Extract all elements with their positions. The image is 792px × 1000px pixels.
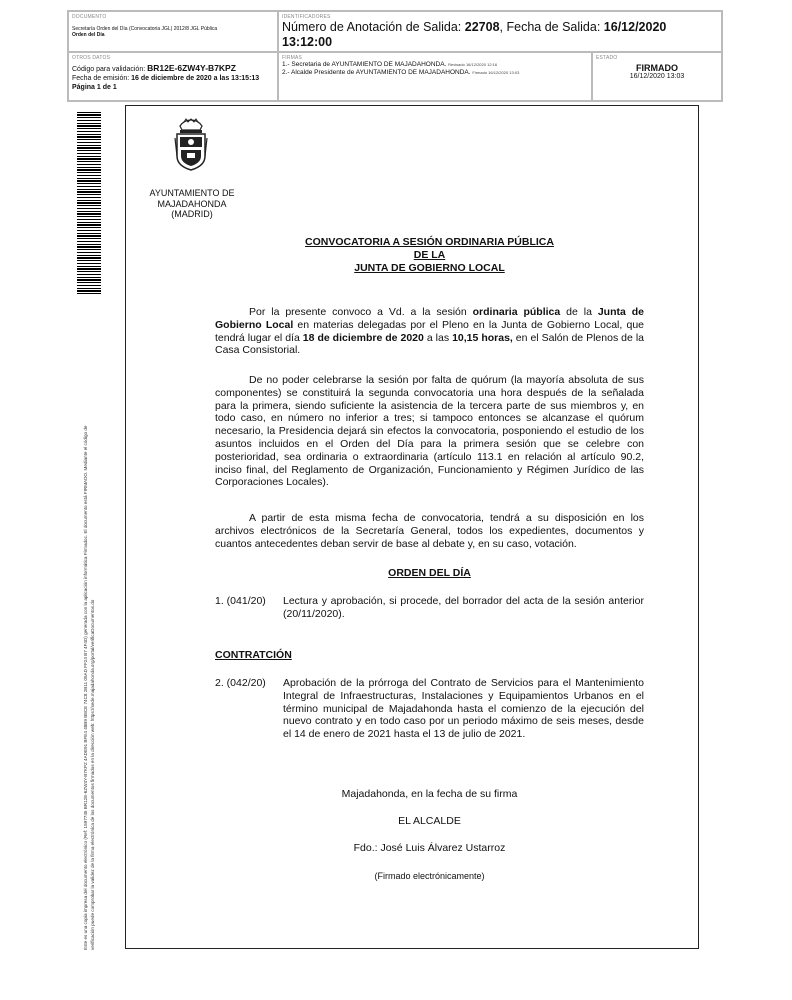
paragraph-convocation bbox=[215, 306, 644, 357]
paragraph-archivos bbox=[215, 512, 644, 550]
firma-1-text: 1.- Secretaria de AYUNTAMIENTO DE MAJADAHONDA. bbox=[282, 61, 447, 68]
identificadores-cell bbox=[278, 11, 722, 52]
closing-note: (Firmado electrónicamente) bbox=[374, 871, 485, 881]
documento-line1: Secretaría Orden del Día (Convocatoria JGL) 2012/8 JGL Pública bbox=[72, 26, 218, 32]
validation-code-prefix: Código para validación: bbox=[72, 66, 146, 73]
otros-datos-label: OTROS DATOS bbox=[72, 55, 111, 61]
fecha-time: 13:12:00 bbox=[282, 35, 333, 49]
p3-text: A partir de esta misma fecha de convocatoria, tendrá a su disposición en los archivos electrónicos de la Secretaría General, todos los expedientes, documentos y cuantos antecedentes deban servir de base al debate y, en su caso, votación. bbox=[215, 512, 644, 550]
p1-e: en materias delegadas por el Pleno en la Junta de Gobierno Local, que tendrá lugar el día bbox=[215, 318, 644, 344]
firma-2 bbox=[282, 69, 591, 77]
firmas-cell bbox=[278, 52, 592, 101]
p1-f: 18 de diciembre de 2020 bbox=[302, 331, 424, 344]
section-contratacion: CONTRATCIÓN bbox=[215, 649, 292, 661]
validation-code bbox=[72, 64, 277, 74]
paragraph-quorum bbox=[215, 374, 644, 489]
title-line3: JUNTA DE GOBIERNO LOCAL bbox=[354, 262, 505, 274]
estado-date: 16/12/2020 13:03 bbox=[629, 73, 685, 80]
document-title bbox=[215, 236, 644, 275]
p1-i: en el Salón de Plenos de la Casa Consistorial. bbox=[215, 331, 645, 357]
fecha-prefix: , Fecha de Salida: bbox=[499, 20, 601, 34]
ayuntamiento-block bbox=[140, 188, 244, 220]
coat-of-arms-logo bbox=[172, 118, 210, 184]
emission-date-value: 16 de diciembre de 2020 a las 13:15:13 bbox=[131, 75, 260, 82]
anotacion-line bbox=[282, 20, 721, 35]
p1-g: a las bbox=[423, 331, 453, 344]
p2-text: De no poder celebrarse la sesión por falta de quórum (la mayoría absoluta de sus componentes) se constituirá la segunda convocatoria una hora después de la señalada para la primera, siendo suficiente la asistencia de la tercera parte de sus miembros y, en todo caso, en número no inferior a tres; si tampoco entonces se alcanzase el quórum necesario, la Presidencia dejará sin efectos la convocatoria, posponiendo el estudio de los asuntos incluidos en el Orden del Día para la primera sesión que se celebre con posterioridad, sea ordinaria o extraordinaria (artículo 113.1 en relación al artículo 90.2, inciso final, del Reglamento de Organización, Funcionamiento y Régimen Jurídico de las Corporaciones Locales). bbox=[215, 374, 644, 489]
otros-datos-cell bbox=[68, 52, 278, 101]
closing-signer: Fdo.: José Luis Álvarez Ustarroz bbox=[353, 842, 506, 854]
agenda-item-2-text: Aprobación de la prórroga del Contrato de Servicios para el Mantenimiento Integral de Infraestructuras, Instalaciones y Equipamientos Urbanos en el término municipal de Majadahonda hasta el comienzo de la ejecución del nuevo contrato y en todo caso por un periodo máximo de seis meses, desde el 14 de enero de 2021 hasta el 13 de julio de 2021. bbox=[283, 677, 644, 741]
estado-label: ESTADO bbox=[596, 55, 618, 61]
p1-a: Por la presente convoco a Vd. a la sesión bbox=[249, 306, 473, 318]
p1-h: 10,15 horas, bbox=[452, 331, 513, 344]
agenda-item-1-number: 1. (041/20) bbox=[215, 595, 266, 607]
anotacion-number: 22708 bbox=[464, 20, 500, 34]
validation-code-value: BR12E-6ZW4Y-B7KPZ bbox=[147, 63, 236, 73]
title-line1: CONVOCATORIA A SESIÓN ORDINARIA PÚBLICA bbox=[305, 236, 554, 248]
firma-1 bbox=[282, 61, 591, 69]
agenda-item-2 bbox=[215, 677, 644, 767]
firma-2-text: 2.- Alcalde Presidente de AYUNTAMIENTO DE MAJADAHONDA. bbox=[282, 69, 471, 76]
ayuntamiento-line2: MAJADAHONDA bbox=[157, 198, 227, 209]
ayuntamiento-line3: (MADRID) bbox=[171, 209, 213, 219]
firma-2-meta: Firmado 16/12/2020 13:03 bbox=[472, 70, 520, 75]
documento-cell bbox=[68, 11, 278, 52]
side-verification-text bbox=[82, 310, 96, 950]
documento-line2: Orden del Día bbox=[72, 32, 105, 38]
side-text-line1: Este es una copia impresa del documento electrónico (Ref: 1597745 BR12E-6ZW4Y-B7KPZ 4ADE91 BFE4 48B9 B8CE 74C8 2B11 05AD FF24 B7 4F4D) generada con la aplicación informática Firmadoc. El documento está FIRMADO. Mediante el código de bbox=[83, 425, 88, 950]
emission-date bbox=[72, 74, 277, 83]
estado-value: FIRMADO bbox=[636, 63, 678, 73]
ayuntamiento-line1: AYUNTAMIENTO DE bbox=[149, 188, 235, 198]
fecha-value: 16/12/2020 bbox=[603, 20, 667, 34]
side-text-line2: verificación puede comprobar la validez de la firma electrónica de los documentos firmados en la dirección web: https://sede.majadahonda.org/portal/verificaDocumentos.do bbox=[90, 599, 95, 950]
barcode bbox=[77, 112, 101, 296]
p1-c: de la bbox=[560, 306, 598, 318]
firmas-label: FIRMAS bbox=[282, 55, 303, 61]
agenda-item-2-number: 2. (042/20) bbox=[215, 677, 266, 689]
closing-place-date: Majadahonda, en la fecha de su firma bbox=[341, 788, 518, 800]
p1-b: ordinaria pública bbox=[472, 306, 561, 318]
identificadores-label: IDENTIFICADORES bbox=[282, 14, 331, 20]
page-count: Página 1 de 1 bbox=[72, 84, 117, 91]
agenda-item-1-text: Lectura y aprobación, si procede, del borrador del acta de la sesión anterior (20/11/2020). bbox=[283, 595, 644, 620]
documento-label: DOCUMENTO bbox=[72, 14, 107, 20]
estado-cell bbox=[592, 52, 722, 101]
title-line2: DE LA bbox=[413, 249, 446, 261]
emission-date-prefix: Fecha de emisión: bbox=[72, 75, 130, 82]
closing-role: EL ALCALDE bbox=[398, 815, 461, 827]
document-header bbox=[67, 10, 723, 102]
agenda-item-1 bbox=[215, 595, 644, 625]
orden-del-dia-title: ORDEN DEL DÍA bbox=[388, 567, 471, 579]
firma-1-meta: Revisado 16/12/2020 12:16 bbox=[448, 62, 498, 67]
p1-d: Junta de Gobierno Local bbox=[215, 306, 644, 331]
anotacion-prefix: Número de Anotación de Salida: bbox=[282, 20, 462, 34]
